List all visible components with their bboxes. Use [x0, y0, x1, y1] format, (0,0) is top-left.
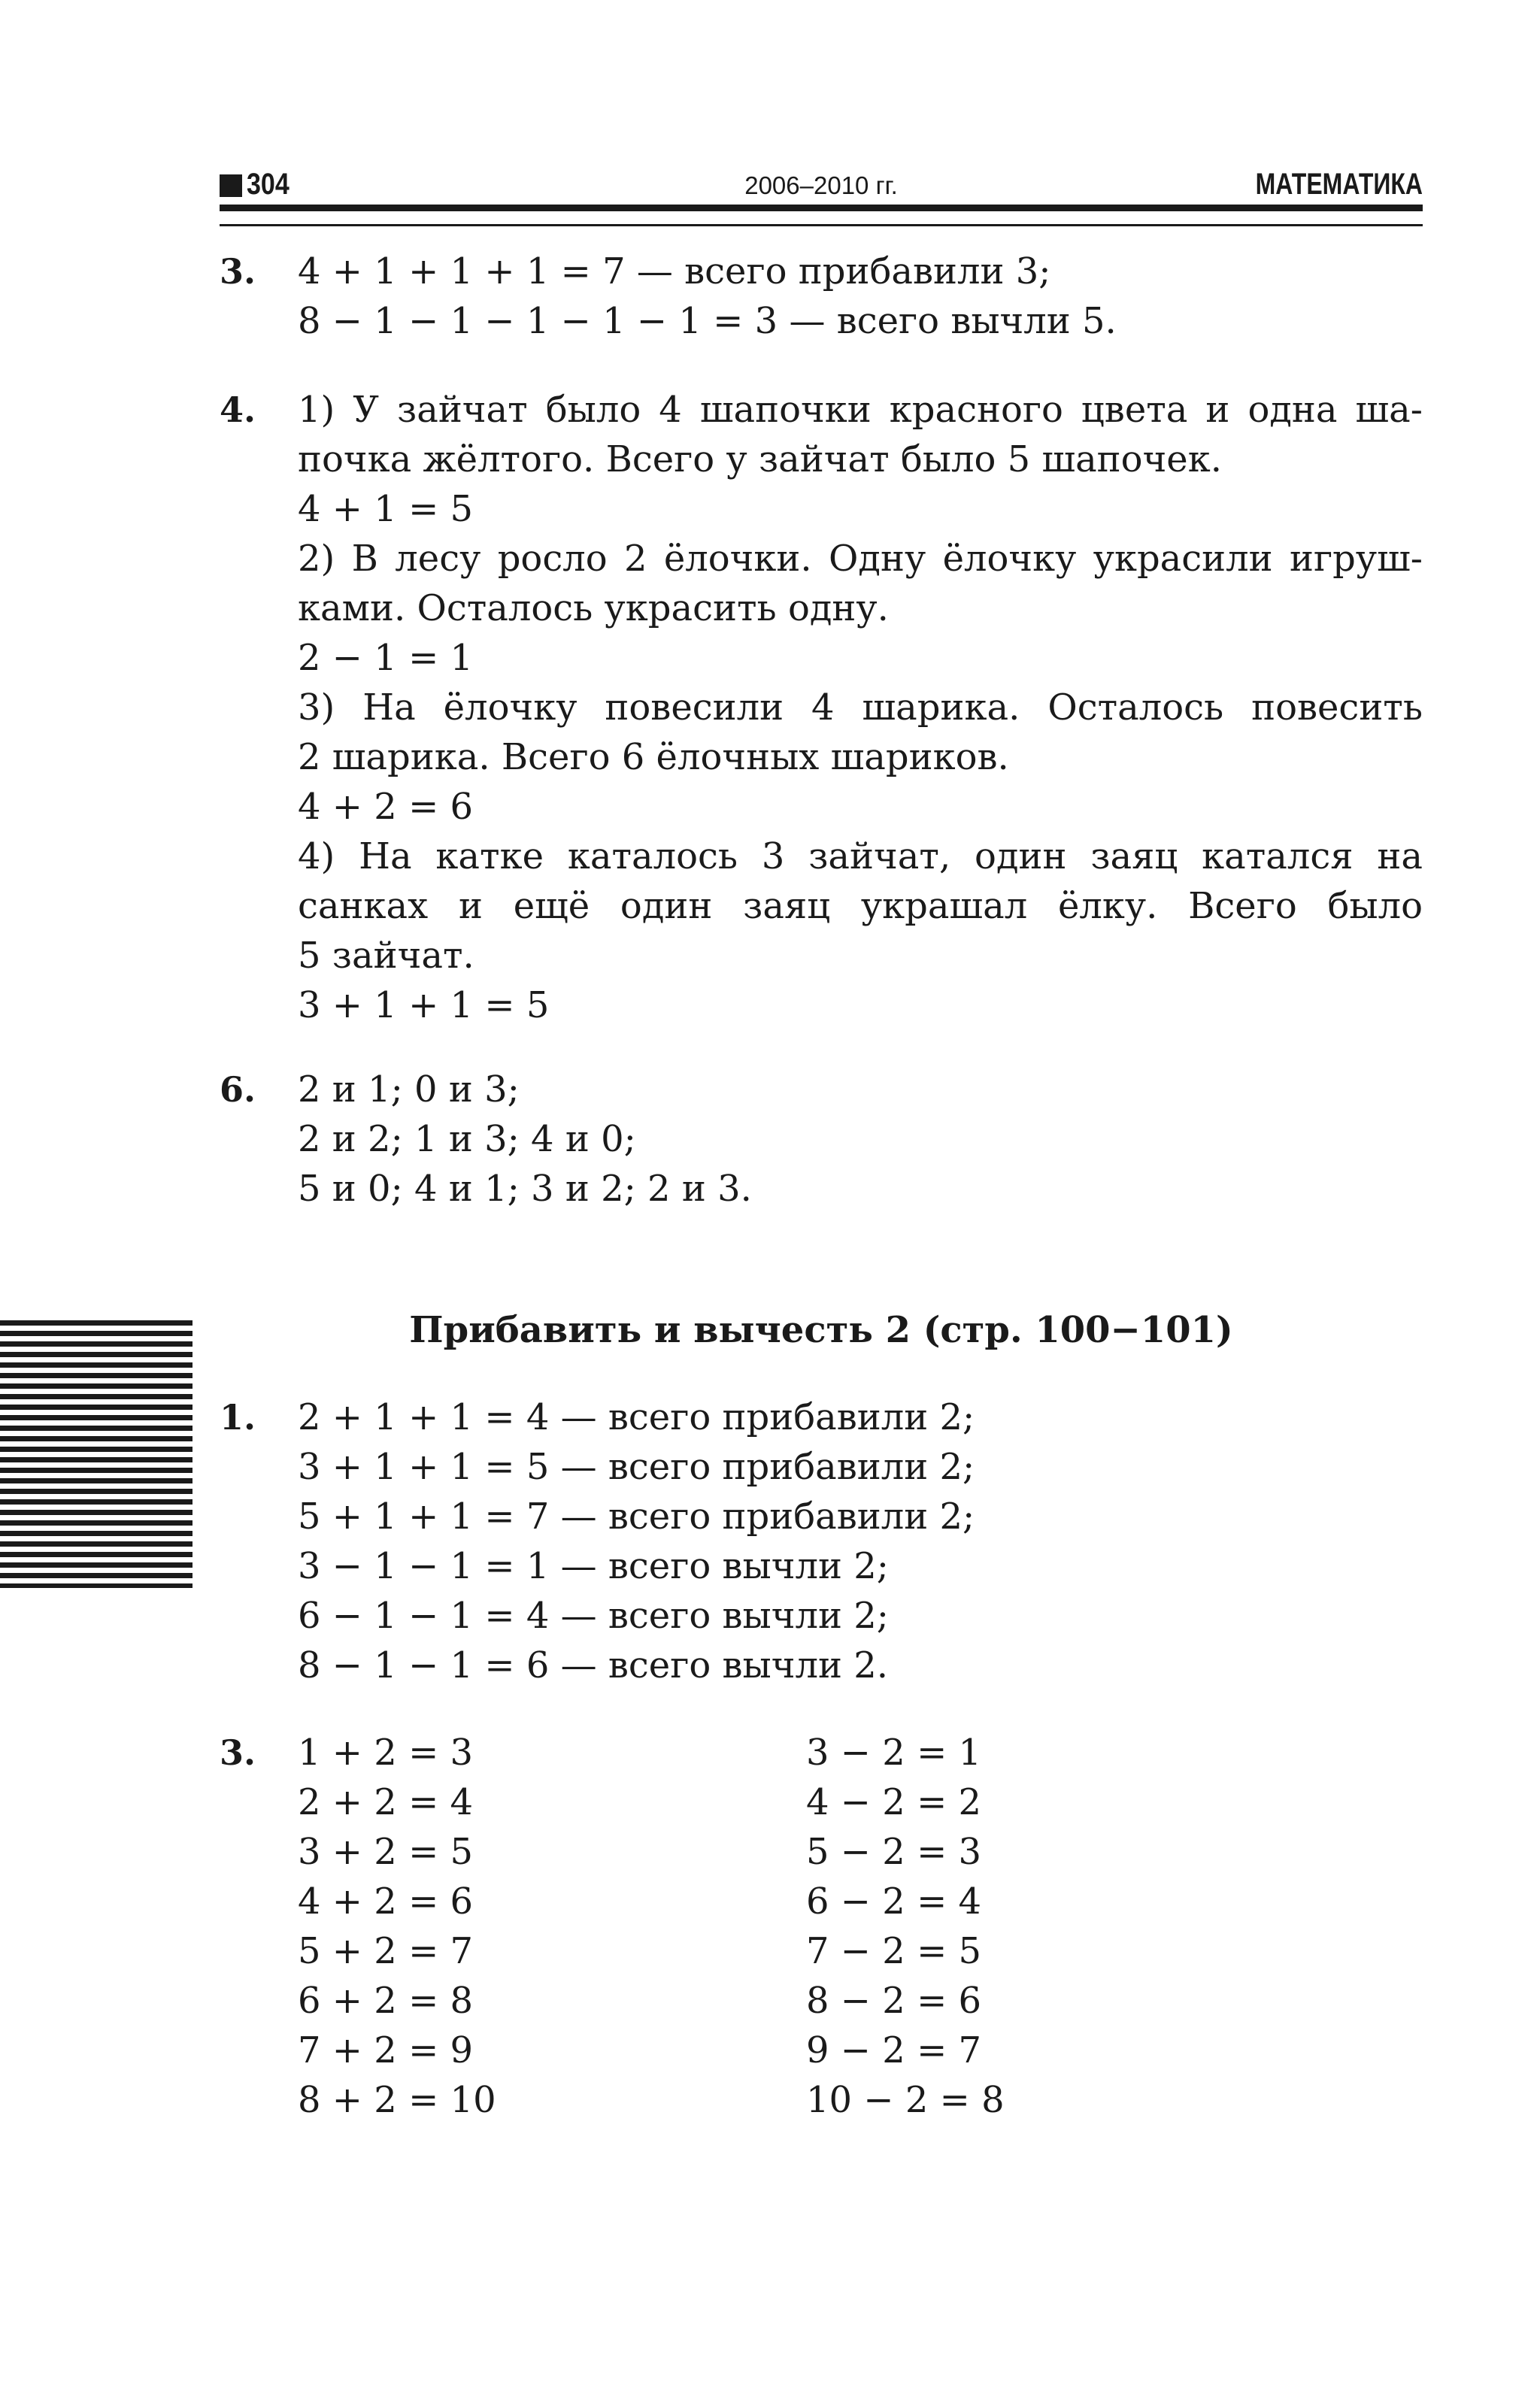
answer-line: санках и ещё один заяц украшал ёлку. Всего было — [298, 885, 1423, 927]
header-years: 2006–2010 гг. — [744, 171, 898, 199]
answer-line: 2 + 1 + 1 = 4 — всего прибавили 2; — [298, 1396, 975, 1438]
equation-line: 2 − 1 = 1 — [298, 637, 474, 679]
task-6 — [220, 1065, 1423, 1214]
answer-line: 6 − 1 − 1 = 4 — всего вычли 2; — [298, 1595, 889, 1637]
equation-line: 9 − 2 = 7 — [806, 2029, 982, 2071]
equation-line: 4 + 2 = 6 — [298, 786, 474, 828]
answer-line: 5 зайчат. — [298, 935, 474, 977]
answer-line: 2 шарика. Всего 6 ёлочных шариков. — [298, 736, 1009, 778]
answer-line: почка жёлтого. Всего у зайчат было 5 шапочек. — [298, 438, 1222, 480]
answer-line: 3 − 1 − 1 = 1 — всего вычли 2; — [298, 1545, 889, 1587]
answer-line: ками. Осталось украсить одну. — [298, 587, 889, 629]
equation-line: 2 + 2 = 4 — [298, 1781, 474, 1823]
equation-line: 5 − 2 = 3 — [806, 1831, 982, 1873]
task-3-top — [220, 247, 1423, 346]
equation-line: 4 + 2 = 6 — [298, 1880, 474, 1923]
page-number: 304 — [247, 168, 290, 201]
answer-line: 4 + 1 + 1 + 1 = 7 — всего прибавили 3; — [298, 250, 1051, 292]
header-subject: МАТЕМАТИКА — [1255, 168, 1423, 201]
equation-line: 7 − 2 = 5 — [806, 1930, 982, 1972]
answer-line: 5 + 1 + 1 = 7 — всего прибавили 2; — [298, 1496, 975, 1538]
page-header — [220, 168, 1423, 200]
equation-line: 3 + 2 = 5 — [298, 1831, 474, 1873]
equation-line: 8 − 2 = 6 — [806, 1980, 982, 2022]
task-number: 1. — [220, 1397, 256, 1438]
margin-stripes-decoration — [0, 1320, 192, 1588]
equation-line: 7 + 2 = 9 — [298, 2029, 474, 2071]
task-number: 3. — [220, 251, 256, 292]
header-thick-rule — [220, 205, 1423, 211]
answer-line: 4) На катке каталось 3 зайчат, один заяц катался на — [298, 835, 1423, 877]
header-thin-rule — [220, 224, 1423, 226]
task-4 — [220, 385, 1423, 1030]
answer-line: 3) На ёлочку повесили 4 шарика. Осталось повесить — [298, 686, 1423, 729]
equation-line: 6 − 2 = 4 — [806, 1880, 982, 1923]
task-1 — [220, 1392, 1423, 1690]
answer-line: 2) В лесу росло 2 ёлочки. Одну ёлочку украсили игруш- — [298, 538, 1423, 580]
addition-column — [298, 1728, 806, 2125]
equation-line: 1 + 2 = 3 — [298, 1732, 474, 1774]
task-number: 3. — [220, 1732, 256, 1773]
answer-line: 1) У зайчат было 4 шапочки красного цвета и одна ша- — [298, 389, 1423, 431]
equation-line: 6 + 2 = 8 — [298, 1980, 474, 2022]
task-3-bottom — [220, 1728, 1423, 2125]
answer-line: 3 + 1 + 1 = 5 — всего прибавили 2; — [298, 1446, 975, 1488]
section-heading: Прибавить и вычесть 2 (стр. 100−101) — [409, 1309, 1233, 1351]
equation-line: 8 + 2 = 10 — [298, 2079, 496, 2121]
equation-line: 4 − 2 = 2 — [806, 1781, 982, 1823]
equation-line: 3 − 2 = 1 — [806, 1732, 982, 1774]
answer-line: 8 − 1 − 1 − 1 − 1 − 1 = 3 — всего вычли 5. — [298, 300, 1117, 342]
equation-line: 4 + 1 = 5 — [298, 488, 474, 530]
task-number: 6. — [220, 1069, 256, 1110]
answer-line: 2 и 2; 1 и 3; 4 и 0; — [298, 1118, 636, 1160]
answer-line: 8 − 1 − 1 = 6 — всего вычли 2. — [298, 1644, 888, 1686]
answer-line: 5 и 0; 4 и 1; 3 и 2; 2 и 3. — [298, 1168, 752, 1210]
subtraction-column — [806, 1728, 1257, 2125]
equation-line: 3 + 1 + 1 = 5 — [298, 984, 550, 1026]
answer-line: 2 и 1; 0 и 3; — [298, 1068, 520, 1111]
equation-line: 10 − 2 = 8 — [806, 2079, 1005, 2121]
equation-line: 5 + 2 = 7 — [298, 1930, 474, 1972]
task-number: 4. — [220, 389, 256, 430]
